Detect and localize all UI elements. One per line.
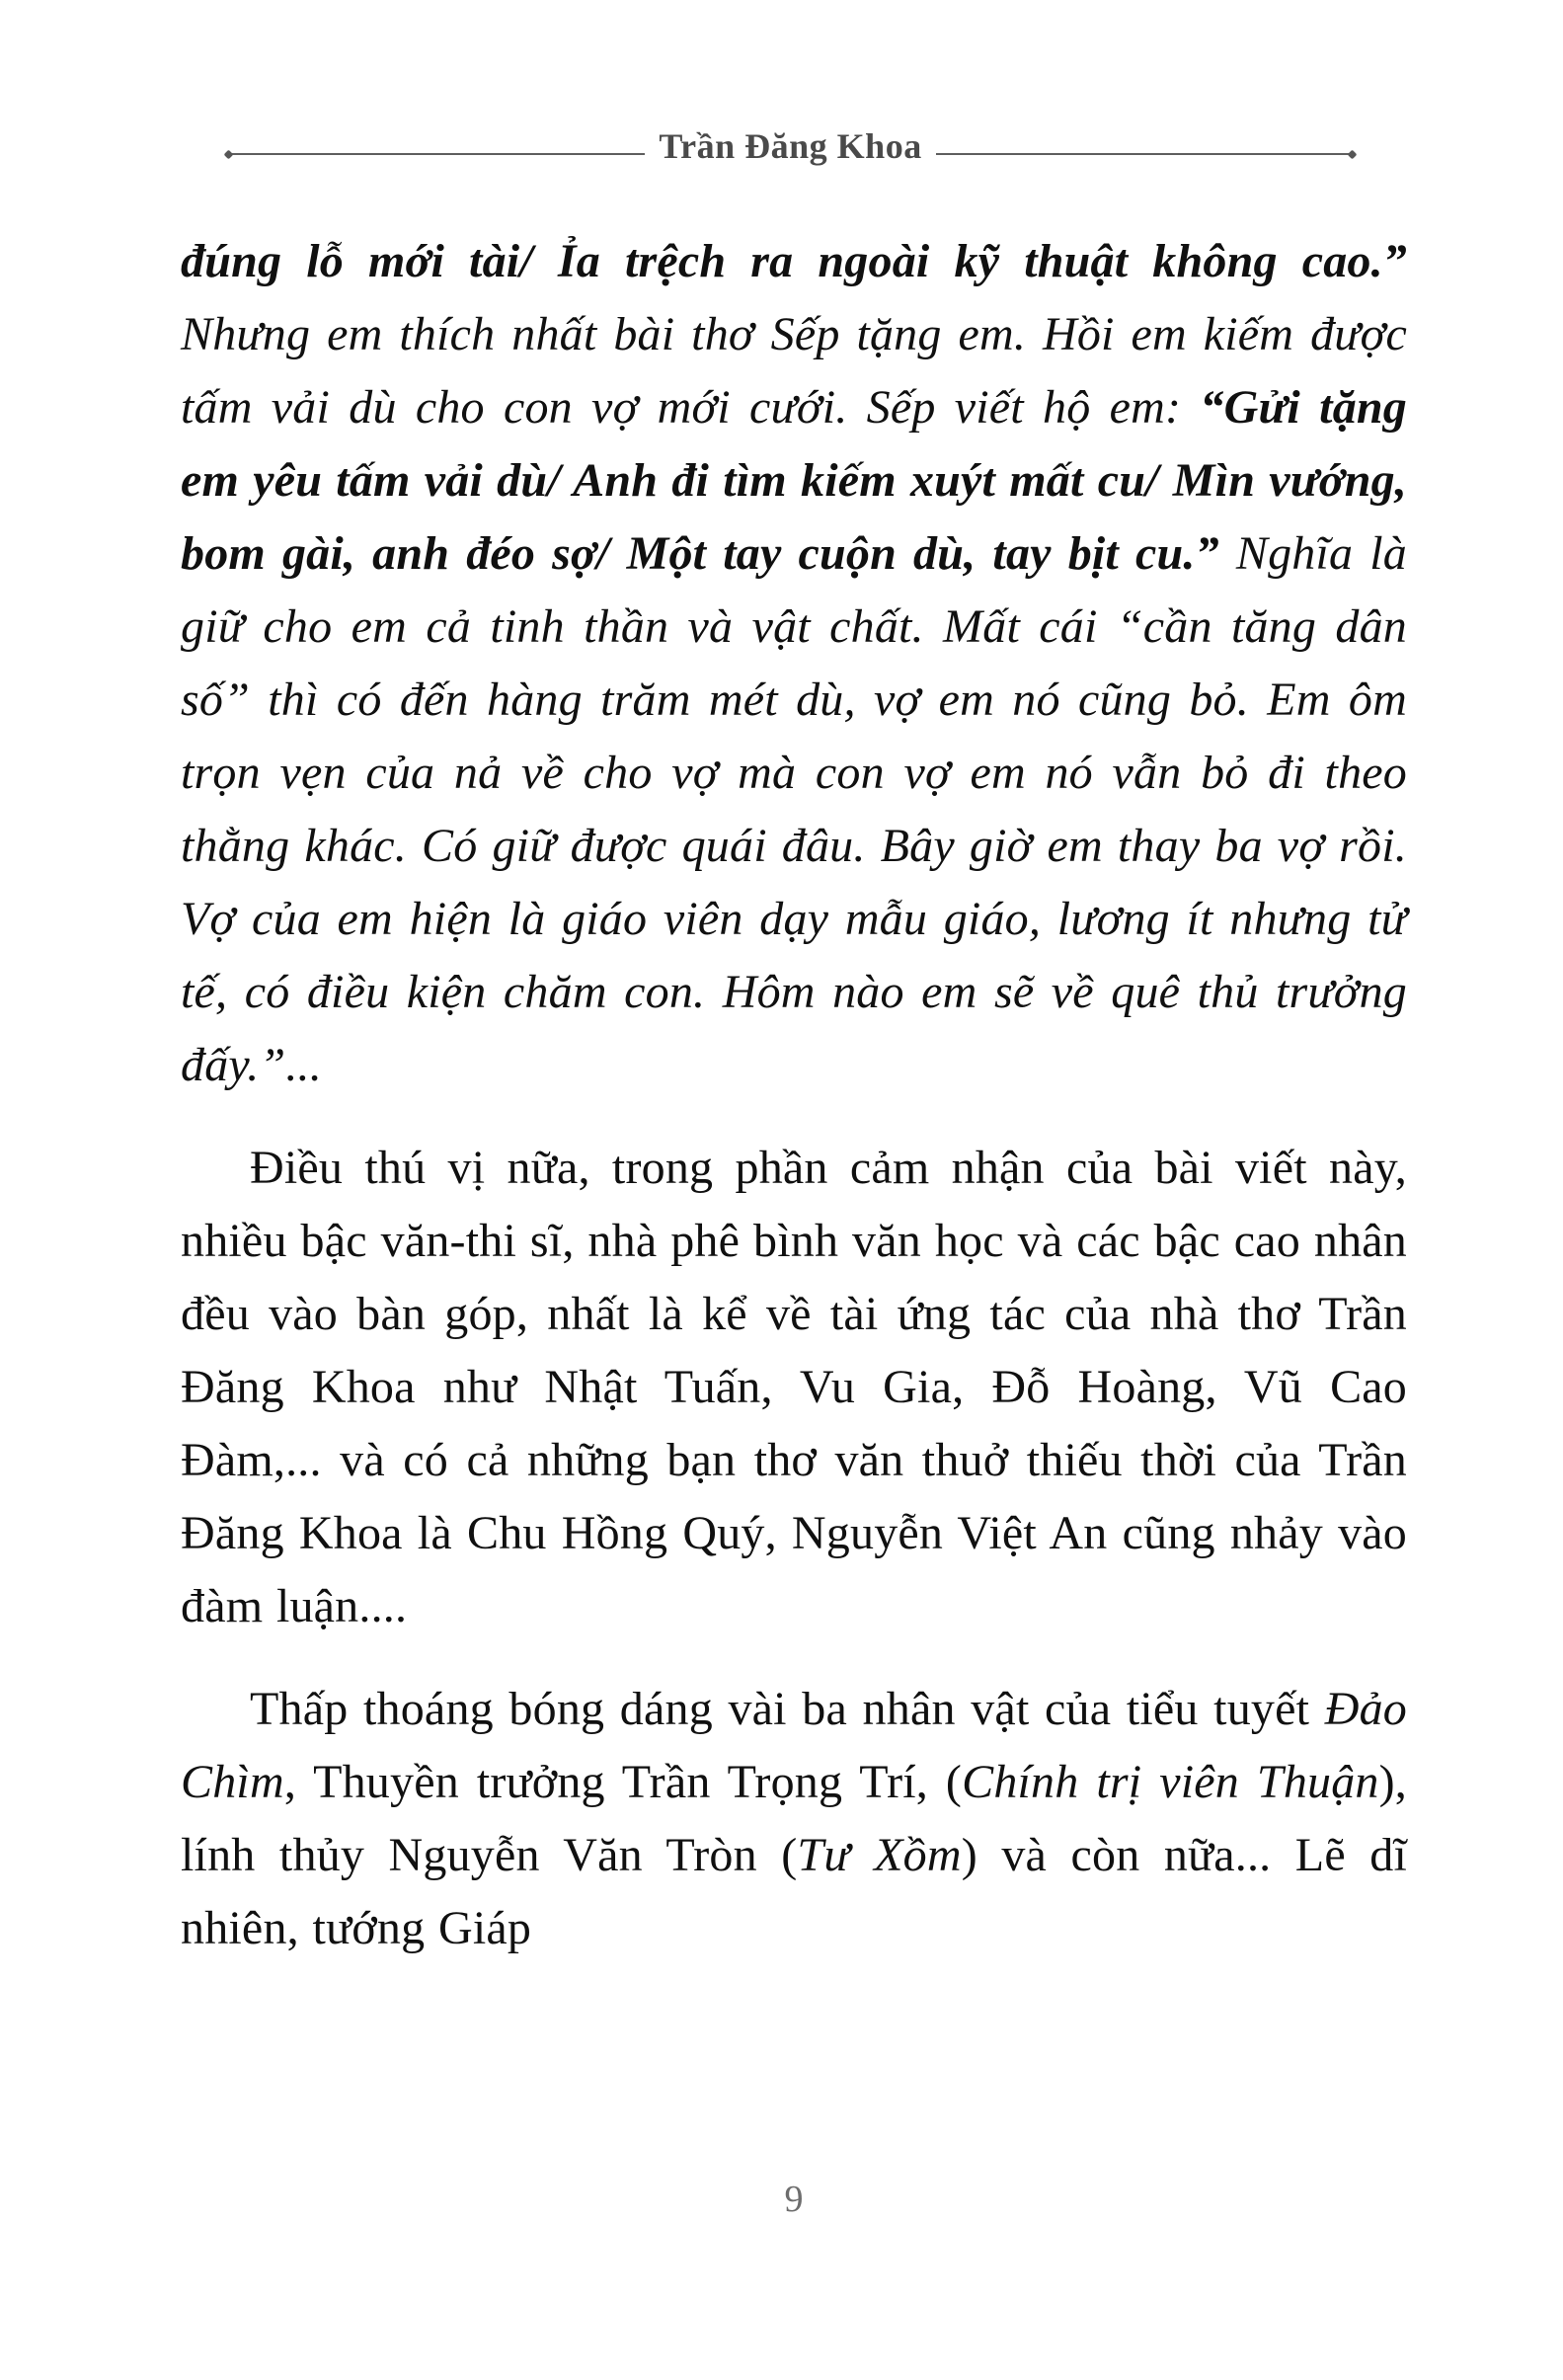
body-text-segment: , Thuyền trưởng Trần Trọng Trí, ( (283, 1756, 963, 1808)
page-body (181, 225, 1407, 1965)
character-name-segment: Tư Xồm (797, 1829, 962, 1881)
rule-end-diamond-right-icon (1348, 149, 1358, 159)
body-text-segment: Thấp thoáng bóng dáng vài ba nhân vật của tiểu tuyết (250, 1683, 1325, 1735)
poem-quote-segment: “Gửi tặng em yêu tấm vải dù/ Anh đi tìm kiếm xuýt mất cu/ Mìn vướng, bom gài, anh đéo sợ/ Một tay cuộn dù, tay bịt cu.” (181, 381, 1407, 580)
running-head-title: Trần Đăng Khoa (659, 126, 922, 166)
book-title-segment: Đảo Chìm (181, 1683, 1407, 1808)
paragraph-characters (181, 1673, 1407, 1965)
page-number: 9 (784, 2179, 804, 2220)
body-text-segment: ) và còn nữa... Lẽ dĩ nhiên, tướng Giáp (181, 1829, 1408, 1954)
header-rule-left (232, 153, 645, 155)
rule-end-diamond-left-icon (224, 149, 234, 159)
header-rule-right (936, 153, 1349, 155)
running-head (225, 126, 1356, 172)
narration-segment: Nghĩa là giữ cho em cả tinh thần và vật chất. Mất cái “cần tăng dân số” thì có đến hàng trăm mét dù, vợ em nó cũng bỏ. Em ôm trọn vẹn của nả về cho vợ mà con vợ em nó vẫn bỏ đi theo thằng khác. Có giữ được quái đâu. Bây giờ em thay ba vợ rồi. Vợ của em hiện là giáo viên dạy mẫu giáo, lương ít nhưng tử tế, có điều kiện chăm con. Hôm nào em sẽ về quê thủ trưởng đấy.”... (181, 527, 1407, 1091)
character-name-segment: Chính trị viên Thuận (962, 1756, 1379, 1808)
poem-quote-segment: đúng lỗ mới tài/ Ỉa trệch ra ngoài kỹ thuật không cao.” (181, 235, 1407, 287)
body-text-segment: ), lính thủy Nguyễn Văn Tròn ( (181, 1756, 1408, 1881)
narration-segment: Nhưng em thích nhất bài thơ Sếp tặng em. Hồi em kiếm được tấm vải dù cho con vợ mới cưới. Sếp viết hộ em: (181, 308, 1407, 434)
page-footer (181, 2178, 1407, 2221)
paragraph-commentary: Điều thú vị nữa, trong phần cảm nhận của bài viết này, nhiều bậc văn-thi sĩ, nhà phê bình văn học và các bậc cao nhân đều vào bàn góp, nhất là kể về tài ứng tác của nhà thơ Trần Đăng Khoa như Nhật Tuấn, Vu Gia, Đỗ Hoàng, Vũ Cao Đàm,... và có cả những bạn thơ văn thuở thiếu thời của Trần Đăng Khoa là Chu Hồng Quý, Nguyễn Việt An cũng nhảy vào đàm luận.... (181, 1142, 1407, 1632)
paragraph-quote-continuation (181, 225, 1407, 1102)
